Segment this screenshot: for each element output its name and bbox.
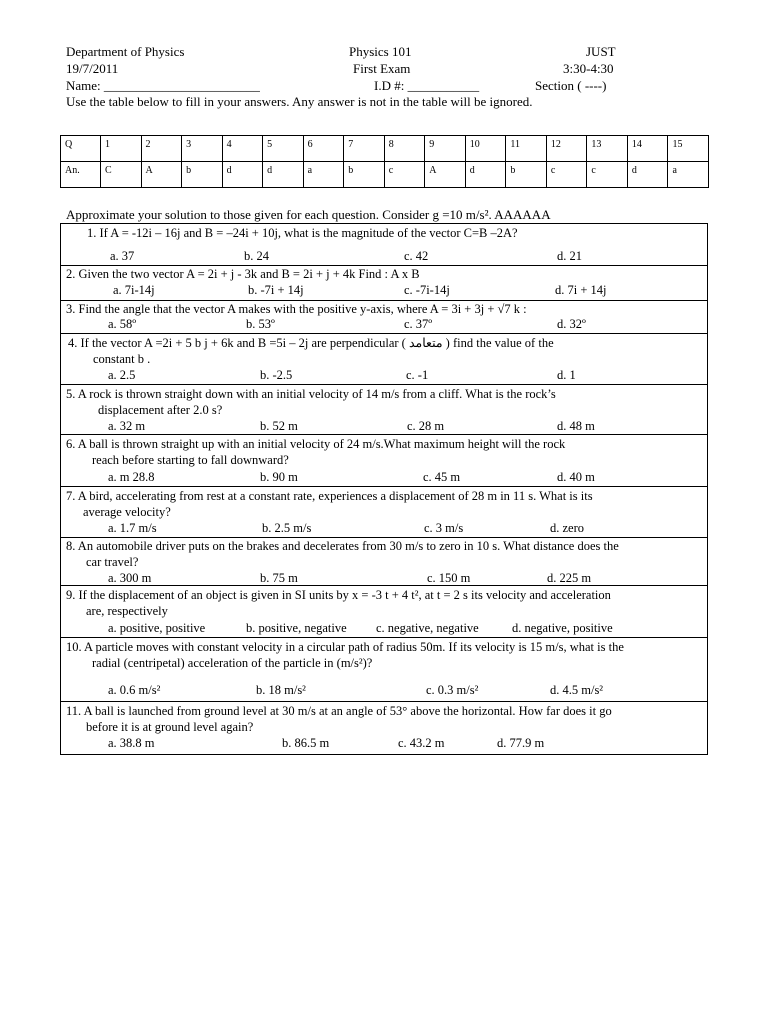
- option-c: c. 150 m: [427, 571, 471, 585]
- questions-box: [60, 223, 708, 755]
- option-a: a. 1.7 m/s: [108, 521, 157, 535]
- answer-cell[interactable]: d: [263, 162, 304, 188]
- option-b: b. 24: [244, 249, 269, 263]
- option-c: c. 42: [404, 249, 429, 263]
- q-number-cell: 10: [465, 136, 506, 162]
- question-4: [61, 334, 707, 385]
- question-text-cont: average velocity?: [83, 505, 171, 519]
- answer-cell[interactable]: b: [344, 162, 385, 188]
- option-d: d. 77.9 m: [497, 736, 545, 750]
- instructions: Use the table below to fill in your answers. Any answer is not in the table will be ignored.: [66, 94, 533, 109]
- id-field: I.D #: ___________: [374, 78, 480, 93]
- question-5: [61, 385, 707, 435]
- option-a: a. 7i-14j: [113, 283, 155, 297]
- q-number-cell: 13: [587, 136, 628, 162]
- question-text: 11. A ball is launched from ground level at 30 m/s at an angle of 53° above the horizontal. How far does it go: [66, 704, 612, 718]
- question-text: 10. A particle moves with constant velocity in a circular path of radius 50m. If its velocity is 15 m/s, what is the: [66, 640, 624, 654]
- q-number-cell: 14: [627, 136, 668, 162]
- question-text: 8. An automobile driver puts on the brakes and decelerates from 30 m/s to zero in 10 s. What distance does the: [66, 539, 619, 553]
- option-b: b. 53º: [246, 317, 275, 331]
- exam-time: 3:30-4:30: [563, 61, 614, 76]
- question-8: [61, 538, 707, 586]
- option-b: b. -7i + 14j: [248, 283, 304, 297]
- option-c: c. -7i-14j: [404, 283, 450, 297]
- q-number-cell: 1: [101, 136, 142, 162]
- exam-date: 19/7/2011: [66, 61, 119, 76]
- option-a: a. 0.6 m/s²: [108, 683, 161, 697]
- option-c: c. 0.3 m/s²: [426, 683, 479, 697]
- exam-title: First Exam: [353, 61, 411, 76]
- answer-cell[interactable]: A: [141, 162, 182, 188]
- question-3: [61, 301, 707, 334]
- answer-cell[interactable]: A: [425, 162, 466, 188]
- option-b: b. positive, negative: [246, 621, 347, 635]
- question-6: [61, 435, 707, 487]
- option-b: b. 2.5 m/s: [262, 521, 312, 535]
- question-text: 2. Given the two vector A = 2i + j - 3k and B = 2i + j + 4k Find : A x B: [66, 267, 420, 281]
- option-c: c. negative, negative: [376, 621, 479, 635]
- option-c: c. 45 m: [423, 470, 461, 484]
- name-field: Name: ________________________: [66, 78, 260, 93]
- option-a: a. positive, positive: [108, 621, 206, 635]
- option-c: c. 3 m/s: [424, 521, 464, 535]
- option-a: a. 300 m: [108, 571, 152, 585]
- question-text-cont: reach before starting to fall downward?: [92, 453, 289, 467]
- option-c: c. 37º: [404, 317, 433, 331]
- option-a: a. 32 m: [108, 419, 146, 433]
- option-d: d. 21: [557, 249, 582, 263]
- q-number-cell: 2: [141, 136, 182, 162]
- option-d: d. 4.5 m/s²: [550, 683, 604, 697]
- question-text-cont: car travel?: [86, 555, 139, 569]
- q-number-cell: 5: [263, 136, 304, 162]
- question-10: [61, 638, 707, 702]
- option-d: d. negative, positive: [512, 621, 613, 635]
- question-text: 4. If the vector A =2i + 5 b j + 6k and B =5i – 2j are perpendicular ( متعامد ) find the value of the: [68, 336, 554, 350]
- q-number-cell: 9: [425, 136, 466, 162]
- q-number-cell: 6: [303, 136, 344, 162]
- q-header-cell: Q: [61, 136, 101, 162]
- q-number-cell: 15: [668, 136, 709, 162]
- question-text: 9. If the displacement of an object is given in SI units by x = -3 t + 4 t², at t = 2 s its velocity and acceleration: [66, 588, 611, 602]
- section-field: Section ( ----): [535, 78, 607, 93]
- question-text: 3. Find the angle that the vector A makes with the positive y-axis, where A = 3i + 3j + √7 k :: [66, 302, 527, 316]
- question-2: [61, 266, 707, 301]
- answer-cell[interactable]: c: [546, 162, 587, 188]
- option-b: b. 52 m: [260, 419, 298, 433]
- question-9: [61, 586, 707, 638]
- answer-cell[interactable]: d: [465, 162, 506, 188]
- option-d: d. 1: [557, 368, 576, 382]
- question-7: [61, 487, 707, 538]
- option-a: a. m 28.8: [108, 470, 155, 484]
- answer-cell[interactable]: C: [101, 162, 142, 188]
- question-text-cont: before it is at ground level again?: [86, 720, 254, 734]
- option-c: c. 43.2 m: [398, 736, 445, 750]
- question-text: 1. If A = -12i – 16j and B = –24i + 10j, what is the magnitude of the vector C=B –2A?: [87, 226, 518, 240]
- answer-cell[interactable]: d: [627, 162, 668, 188]
- option-b: b. -2.5: [260, 368, 293, 382]
- option-d: d. 40 m: [557, 470, 595, 484]
- option-d: d. 225 m: [547, 571, 592, 585]
- university-label: JUST: [586, 44, 616, 59]
- question-text-cont: radial (centripetal) acceleration of the particle in (m/s²)?: [92, 656, 373, 670]
- option-a: a. 2.5: [108, 368, 136, 382]
- q-number-cell: 3: [182, 136, 223, 162]
- option-d: d. 48 m: [557, 419, 595, 433]
- question-text-cont: constant b .: [93, 352, 151, 366]
- answer-cell[interactable]: c: [384, 162, 425, 188]
- option-b: b. 18 m/s²: [256, 683, 306, 697]
- option-a: a. 37: [110, 249, 135, 263]
- answer-cell[interactable]: a: [668, 162, 709, 188]
- question-1: [61, 224, 707, 266]
- option-d: d. zero: [550, 521, 585, 535]
- option-d: d. 7i + 14j: [555, 283, 607, 297]
- answer-row: [61, 162, 709, 188]
- q-number-cell: 11: [506, 136, 547, 162]
- option-b: b. 86.5 m: [282, 736, 330, 750]
- department-label: Department of Physics: [66, 44, 185, 59]
- course-label: Physics 101: [349, 44, 412, 59]
- q-number-cell: 12: [546, 136, 587, 162]
- answer-cell[interactable]: b: [182, 162, 223, 188]
- q-number-cell: 4: [222, 136, 263, 162]
- answer-table: [60, 135, 709, 188]
- option-d: d. 32º: [557, 317, 586, 331]
- option-a: a. 38.8 m: [108, 736, 155, 750]
- answer-cell[interactable]: a: [303, 162, 344, 188]
- option-b: b. 75 m: [260, 571, 298, 585]
- q-number-cell: 8: [384, 136, 425, 162]
- question-text: 5. A rock is thrown straight down with an initial velocity of 14 m/s from a cliff. What is the rock’s: [66, 387, 556, 401]
- an-header-cell: An.: [61, 162, 101, 188]
- question-11: [61, 702, 707, 754]
- exam-header: [66, 43, 624, 95]
- question-text-cont: displacement after 2.0 s?: [98, 403, 223, 417]
- option-a: a. 58º: [108, 317, 137, 331]
- approximation-note: Approximate your solution to those given for each question. Consider g =10 m/s². AAAAAA: [66, 207, 551, 222]
- option-c: c. 28 m: [407, 419, 445, 433]
- option-b: b. 90 m: [260, 470, 298, 484]
- answer-cell[interactable]: b: [506, 162, 547, 188]
- answer-cell[interactable]: c: [587, 162, 628, 188]
- question-text: 7. A bird, accelerating from rest at a constant rate, experiences a displacement of 28 m in 11 s. What is its: [66, 489, 593, 503]
- option-c: c. -1: [406, 368, 429, 382]
- question-text: 6. A ball is thrown straight up with an initial velocity of 24 m/s.What maximum height will the rock: [66, 437, 566, 451]
- question-number-row: [61, 136, 709, 162]
- answer-cell[interactable]: d: [222, 162, 263, 188]
- question-text-cont: are, respectively: [86, 604, 168, 618]
- q-number-cell: 7: [344, 136, 385, 162]
